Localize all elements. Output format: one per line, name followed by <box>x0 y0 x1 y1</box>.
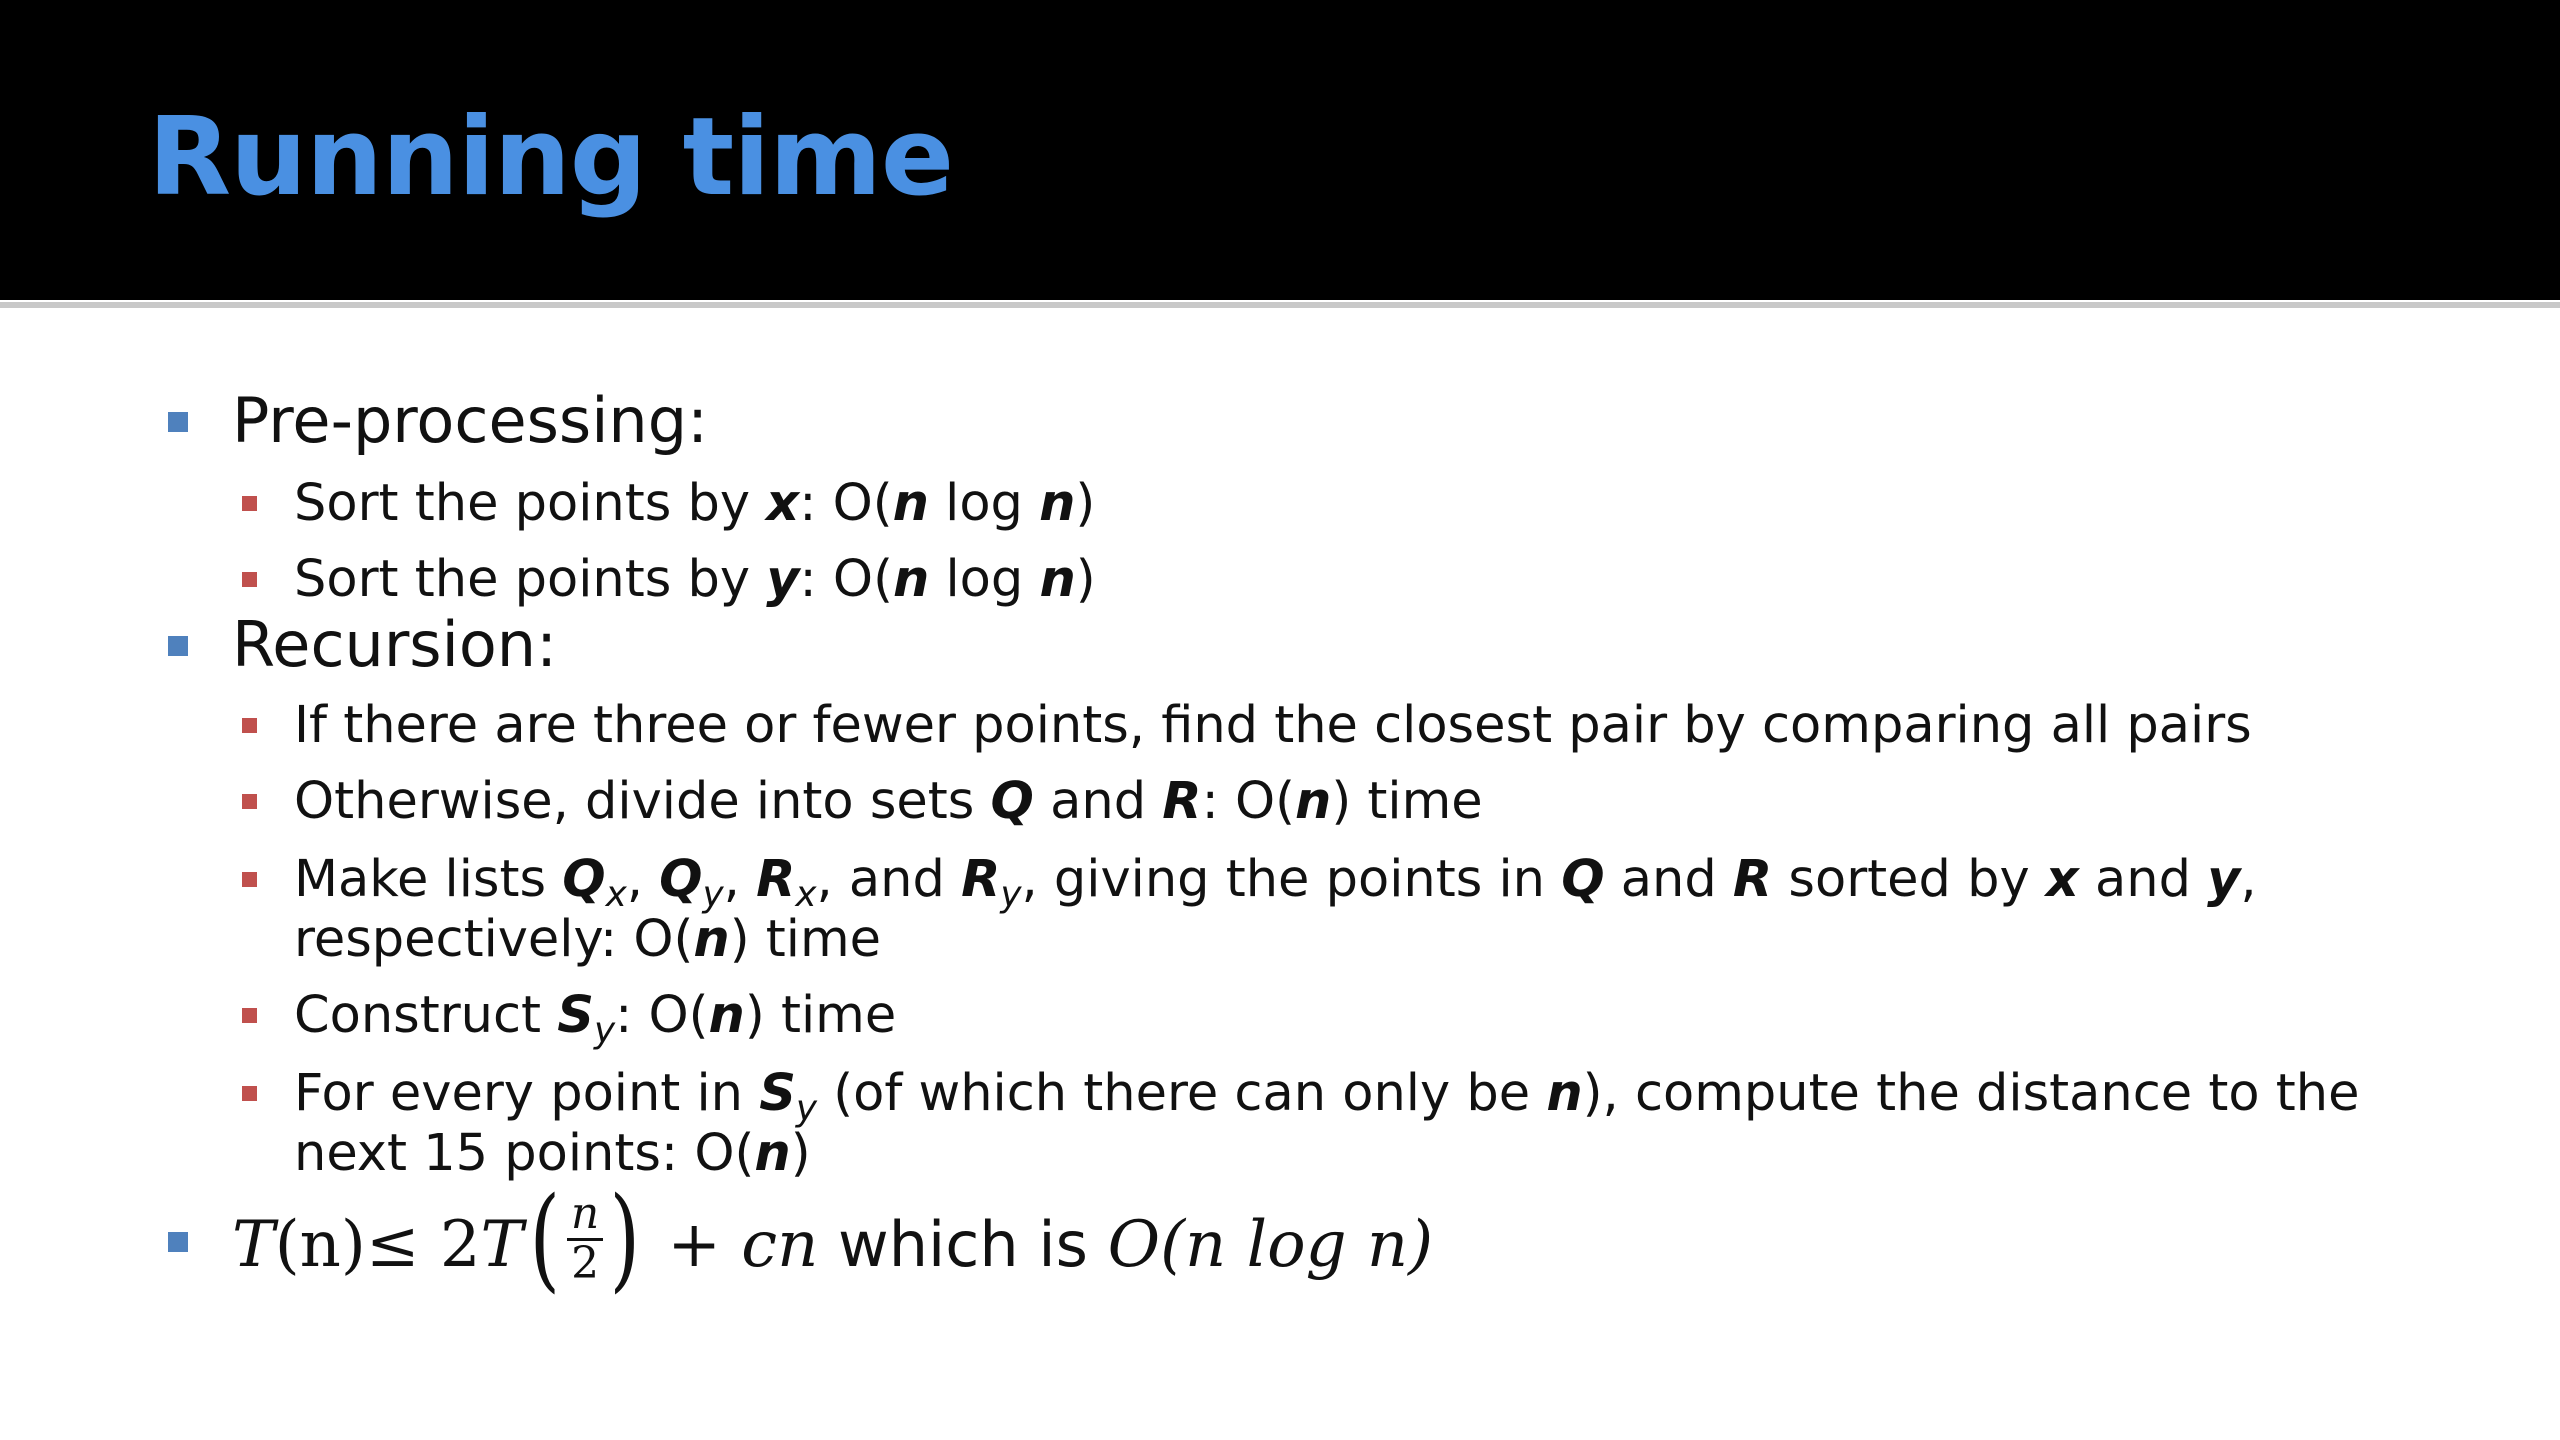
subbullet-make-lists-line2: respectively: O(n) time <box>294 910 882 969</box>
subbullet-square <box>242 1086 257 1101</box>
subbullet-square <box>242 718 257 733</box>
subbullet-base-case: If there are three or fewer points, find the closest pair by comparing all pairs <box>294 696 2252 755</box>
bullet-square <box>168 636 188 656</box>
bullet-recursion: Recursion: <box>232 608 557 681</box>
subbullet-for-every-line2: next 15 points: O(n) <box>294 1124 811 1183</box>
slide-title: Running time <box>148 95 954 220</box>
subbullet-sort-x: Sort the points by x: O(n log n) <box>294 474 1096 533</box>
subbullet-square <box>242 872 257 887</box>
bullet-recurrence: T (n) ≤ 2 T ( $\frac{n}{2}$ ) + cn which is O (n log n) <box>232 1174 1434 1304</box>
left-paren: ( <box>529 1174 561 1304</box>
subbullet-sort-y: Sort the points by y: O(n log n) <box>294 550 1096 609</box>
bullet-square <box>168 1232 188 1252</box>
subbullet-divide: Otherwise, divide into sets Q and R: O(n) time <box>294 772 1483 831</box>
bullet-preprocessing: Pre-processing: <box>232 384 708 457</box>
fraction-n-over-2: $\frac{n}{2}$ <box>567 1191 603 1286</box>
bullet-square <box>168 412 188 432</box>
subbullet-square <box>242 572 257 587</box>
subbullet-for-every: For every point in Sy (of which there can only be n), compute the distance to the <box>294 1064 2360 1129</box>
subbullet-make-lists: Make lists Qx, Qy, Rx, and Ry, giving the points in Q and R sorted by x and y, <box>294 850 2257 915</box>
subbullet-construct: Construct Sy: O(n) time <box>294 986 897 1051</box>
subbullet-square <box>242 794 257 809</box>
subbullet-square <box>242 496 257 511</box>
right-paren: ) <box>609 1174 641 1304</box>
subbullet-square <box>242 1008 257 1023</box>
